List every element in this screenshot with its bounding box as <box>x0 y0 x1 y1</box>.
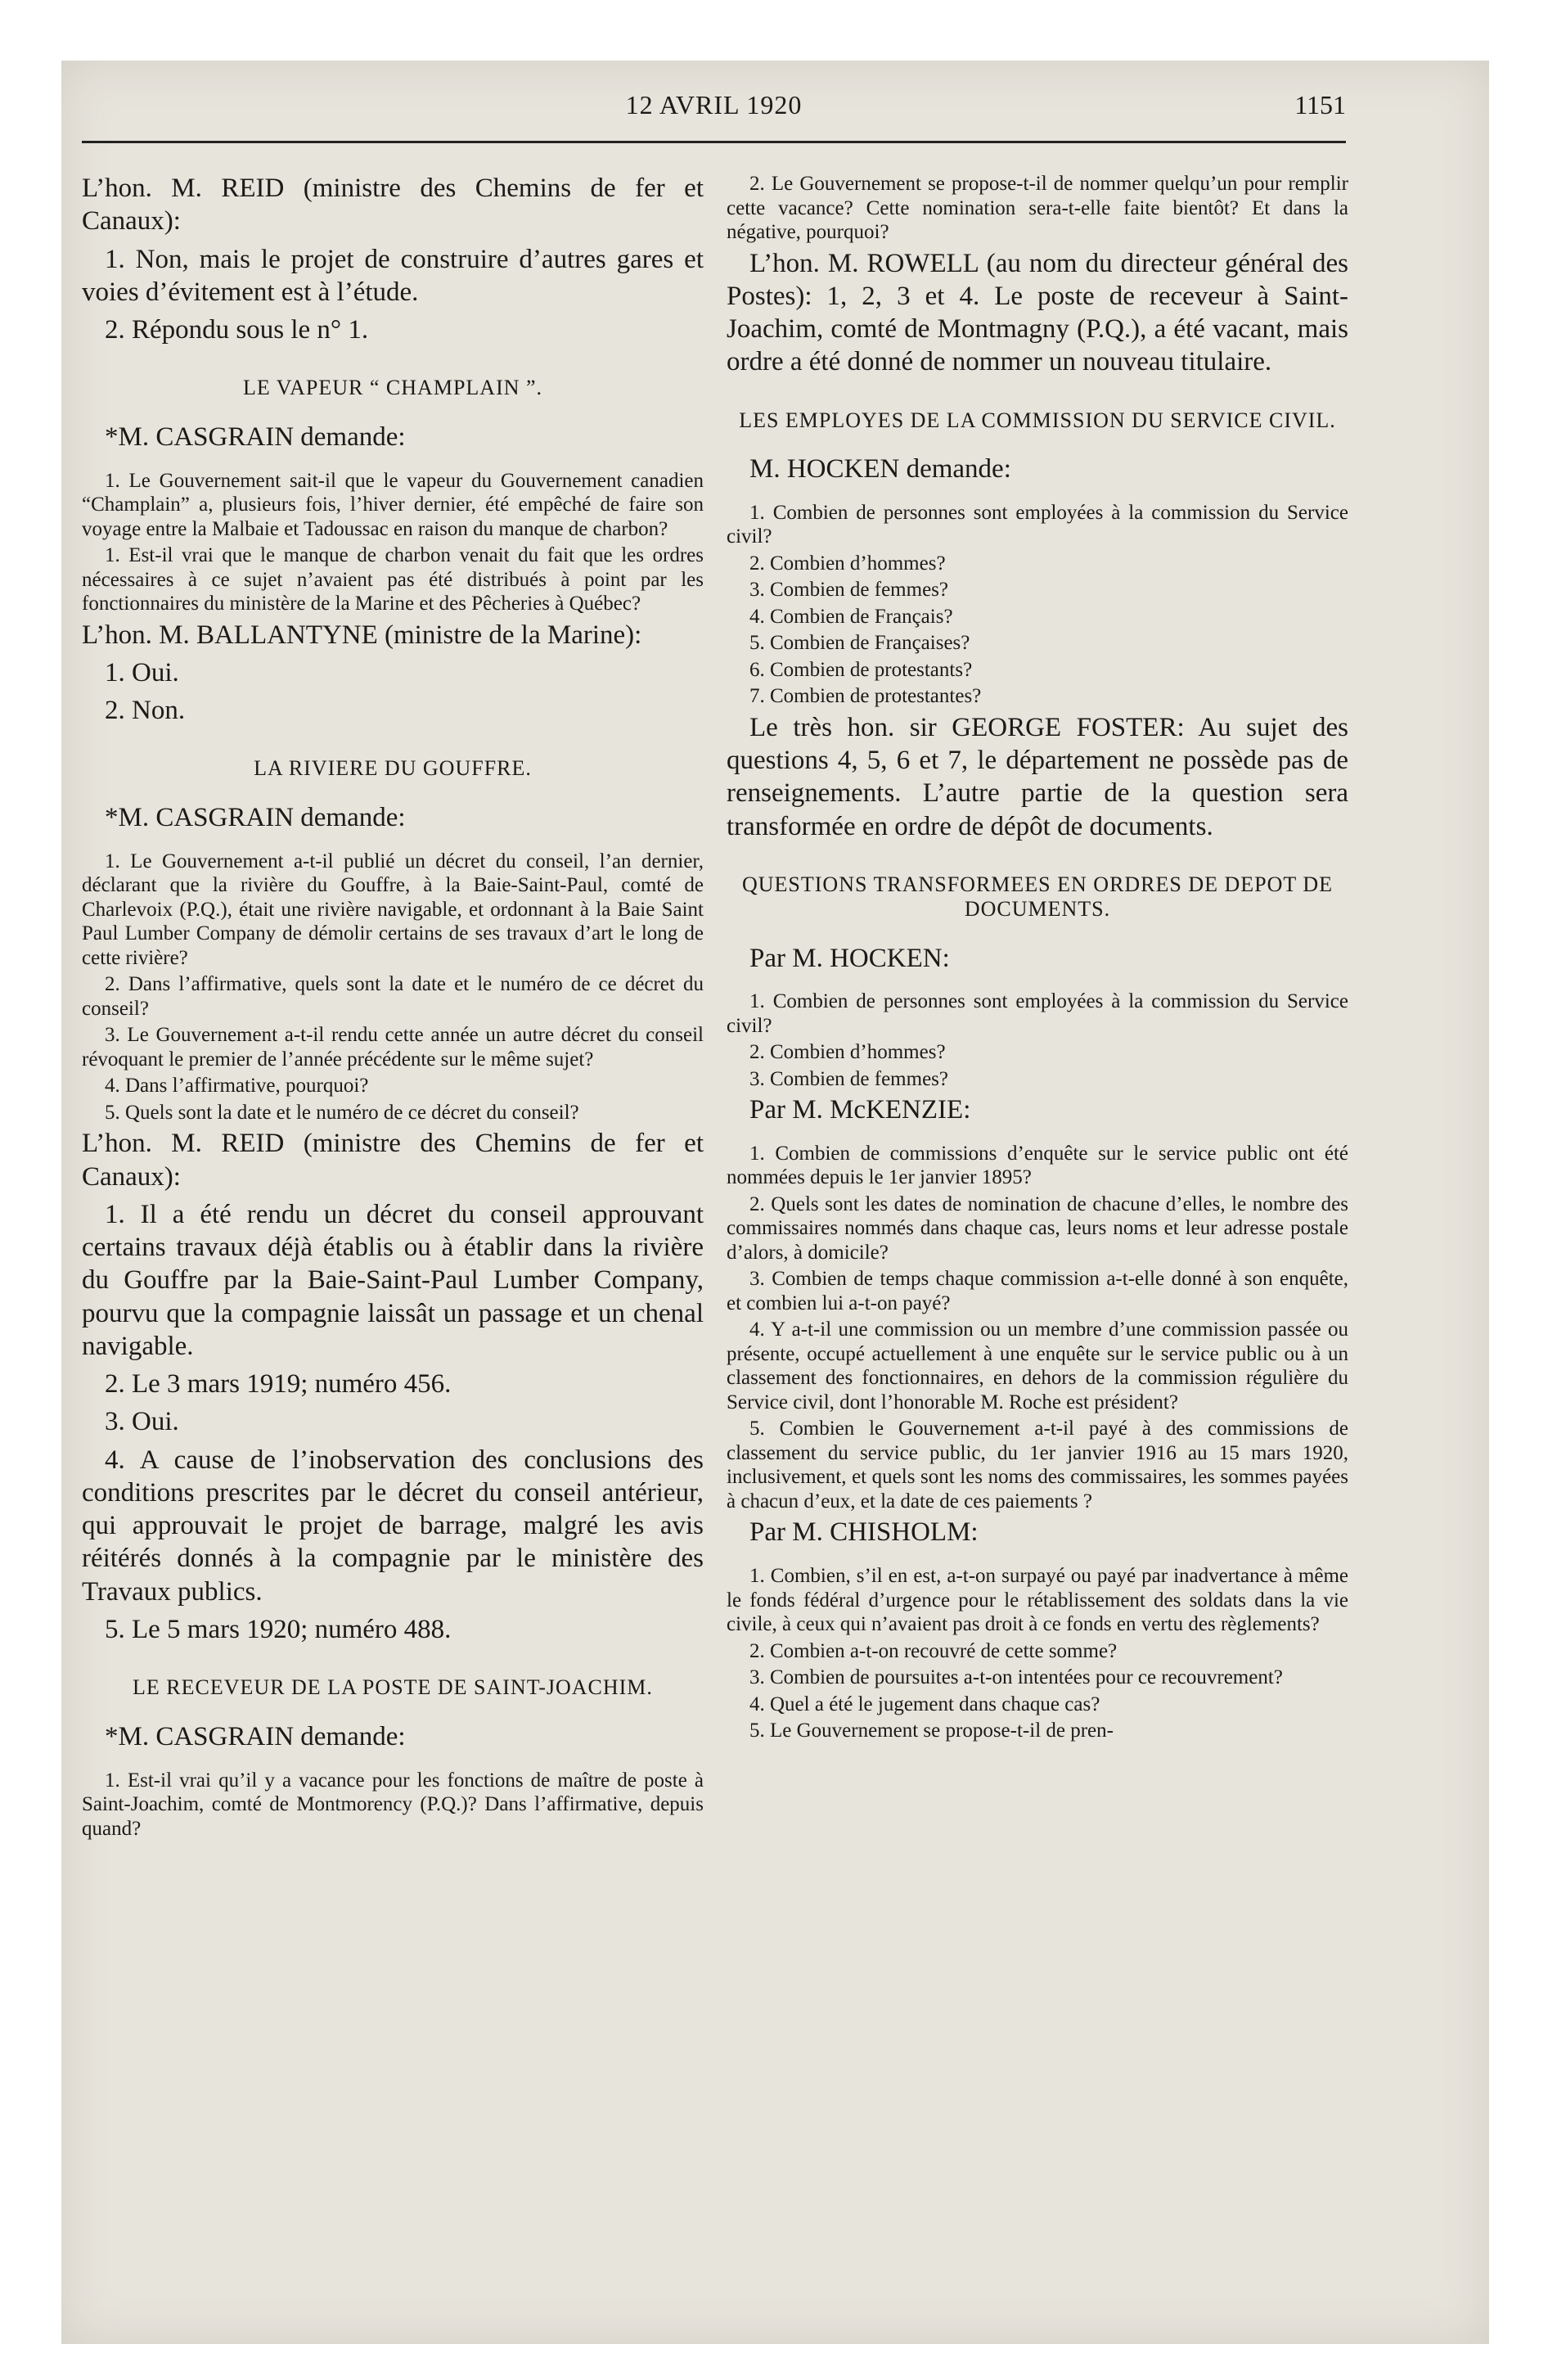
paragraph: 1. Il a été rendu un décret du conseil approuvant certains travaux déjà établis ou à établir dans la rivière du Gouffre par la Baie-Saint-Paul Lumber Company, pourvu que la compagnie laissât un passage et un chenal navigable. <box>82 1199 704 1361</box>
question-text: 1. Combien de personnes sont employées à la commission du Service civil? <box>727 501 1348 548</box>
question-text: 2. Quels sont les dates de nomination de chacune d’elles, le nombre des commissaires nommés dans chaque cas, leurs noms et leur adresse postale d’alors, à domicile? <box>727 1192 1348 1264</box>
paragraph: 2. Le 3 mars 1919; numéro 456. <box>105 1369 452 1400</box>
speaker-line: Par M. CHISHOLM: <box>749 1517 979 1548</box>
paragraph: 5. Le 5 mars 1920; numéro 488. <box>105 1614 452 1644</box>
paragraph: 2. Non. <box>105 696 186 726</box>
question-text: 3. Combien de temps chaque commission a-t-elle donné à son enquête, et combien lui a-t-on payé? <box>727 1268 1348 1314</box>
running-header <box>82 90 1346 139</box>
question-text: 1. Est-il vrai qu’il y a vacance pour les fonctions de maître de poste à Saint-Joachim, comté de Montmorency (P.Q.)? Dans l’affirmative, depuis quand? <box>82 1769 704 1840</box>
paragraph: 4. A cause de l’inobservation des conclusions des conditions prescrites par le décret du conseil antérieur, qui approuvait le projet de barrage, malgré les avis réitérés donnés à la compagnie par le ministère des Travaux publics. <box>82 1445 704 1607</box>
question-text: 3. Combien de poursuites a-t-on intentées pour ce recouvrement? <box>749 1666 1283 1689</box>
section-heading: LE RECEVEUR DE LA POSTE DE SAINT-JOACHIM. <box>133 1675 653 1700</box>
paragraph: Le très hon. sir GEORGE FOSTER: Au sujet des questions 4, 5, 6 et 7, le département ne possède pas de renseignements. L’autre partie de la question sera transformée en ordre de dépôt de documents. <box>727 712 1348 841</box>
question-text: 4. Dans l’affirmative, pourquoi? <box>105 1075 369 1098</box>
paragraph: 1. Oui. <box>105 657 179 687</box>
speaker-line: Par M. HOCKEN: <box>749 943 950 973</box>
paragraph: L’hon. M. REID (ministre des Chemins de fer et Canaux): <box>82 174 704 237</box>
question-text: 1. Est-il vrai que le manque de charbon venait du fait que les ordres nécessaires à ce sujet n’avaient pas été distribués à point par les fonctionnaires du ministère de la Marine et des Pêcheries à Québec? <box>82 544 704 615</box>
section-heading: LE VAPEUR “ CHAMPLAIN ”. <box>242 376 543 400</box>
question-text: 2. Dans l’affirmative, quels sont la date et le numéro de ce décret du conseil? <box>82 973 704 1020</box>
section-heading: QUESTIONS TRANSFORMEES EN ORDRES DE DEPOT DE DOCUMENTS. <box>742 872 1333 921</box>
paragraph: 1. Non, mais le projet de construire d’autres gares et voies d’évitement est à l’étude. <box>82 244 704 307</box>
speaker-line: *M. CASGRAIN demande: <box>105 1722 406 1752</box>
header-rule <box>82 141 1346 143</box>
paragraph: L’hon. M. BALLANTYNE (ministre de la Marine): <box>82 620 642 650</box>
speaker-line: *M. CASGRAIN demande: <box>105 803 406 833</box>
question-text: 3. Combien de femmes? <box>749 579 948 602</box>
question-text: 2. Combien d’hommes? <box>749 1041 946 1064</box>
speaker-line: *M. CASGRAIN demande: <box>105 422 406 453</box>
paragraph: L’hon. M. REID (ministre des Chemins de fer et Canaux): <box>82 1129 704 1192</box>
question-text: 2. Combien d’hommes? <box>749 552 946 575</box>
left-column <box>82 172 704 1843</box>
question-text: 1. Combien de commissions d’enquête sur le service public ont été nommées depuis le 1er janvier 1895? <box>727 1142 1348 1189</box>
question-text: 4. Y a-t-il une commission ou un membre d’une commission passée ou présente, occupé actuellement à une enquête sur le service public ou à un classement des fonctionnaires, en dehors de la commission régulière du Service civil, dont l’honorable M. Roche est président? <box>727 1318 1348 1413</box>
question-text: 4. Quel a été le jugement dans chaque cas? <box>749 1693 1100 1715</box>
section-heading: LES EMPLOYES DE LA COMMISSION DU SERVICE CIVIL. <box>739 408 1336 432</box>
question-text: 3. Combien de femmes? <box>749 1067 948 1090</box>
question-text: 5. Quels sont la date et le numéro de ce décret du conseil? <box>105 1101 579 1124</box>
question-text: 5. Le Gouvernement se propose-t-il de pren- <box>749 1720 1114 1742</box>
question-text: 7. Combien de protestantes? <box>749 685 982 708</box>
paragraph: 2. Répondu sous le n° 1. <box>105 315 369 345</box>
question-text: 5. Combien de Françaises? <box>749 632 970 655</box>
question-text: 1. Combien de personnes sont employées à la commission du Service civil? <box>727 990 1348 1037</box>
question-text: 1. Le Gouvernement sait-il que le vapeur du Gouvernement canadien “Champlain” a, plusieurs fois, l’hiver dernier, été empêché de faire son voyage entre la Malbaie et Tadoussac en raison du manque de charbon? <box>82 469 704 540</box>
question-text: 3. Le Gouvernement a-t-il rendu cette année un autre décret du conseil révoquant le premier de l’année précédente sur le même sujet? <box>82 1024 704 1071</box>
question-text: 1. Combien, s’il en est, a-t-on surpayé ou payé par inadvertance à même le fonds fédéral d’urgence pour le rétablissement des soldats dans la vie civile, à ceux qui n’avaient pas droit à ce fonds en vertu des règlements? <box>727 1565 1348 1636</box>
question-text: 5. Combien le Gouvernement a-t-il payé à des commissions de classement du service public, du 1er janvier 1916 au 15 mars 1920, inclusivement, et quels sont les noms des commissaires, les sommes payées à chacun d’eux, et la date de ces paiements ? <box>727 1418 1348 1512</box>
question-text: 2. Le Gouvernement se propose-t-il de nommer quelqu’un pour remplir cette vacance? Cette nomination sera-t-elle faite bientôt? Et dans la négative, pourquoi? <box>727 173 1348 243</box>
question-text: 2. Combien a-t-on recouvré de cette somme? <box>749 1639 1118 1662</box>
paragraph: 3. Oui. <box>105 1407 179 1437</box>
speaker-line: Par M. McKENZIE: <box>749 1095 971 1125</box>
right-column <box>727 172 1348 1746</box>
page-number: 1151 <box>1294 90 1346 119</box>
paragraph: L’hon. M. ROWELL (au nom du directeur général des Postes): 1, 2, 3 et 4. Le poste de receveur à Saint-Joachim, comté de Montmagny (P.Q.), a été vacant, mais ordre a été donné de nommer un nouveau titulaire. <box>727 248 1348 377</box>
question-text: 4. Combien de Français? <box>749 605 953 628</box>
question-text: 1. Le Gouvernement a-t-il publié un décret du conseil, l’an dernier, déclarant que la rivière du Gouffre, à la Baie-Saint-Paul, comté de Charlevoix (P.Q.), était une rivière navigable, et ordonnant à la Baie Saint Paul Lumber Company de démolir certains de ses travaux d’art le long de cette rivière? <box>82 850 704 969</box>
page-date: 12 AVRIL 1920 <box>625 90 803 119</box>
section-heading: LA RIVIERE DU GOUFFRE. <box>254 756 532 781</box>
question-text: 6. Combien de protestants? <box>749 658 973 681</box>
speaker-line: M. HOCKEN demande: <box>749 454 1011 485</box>
